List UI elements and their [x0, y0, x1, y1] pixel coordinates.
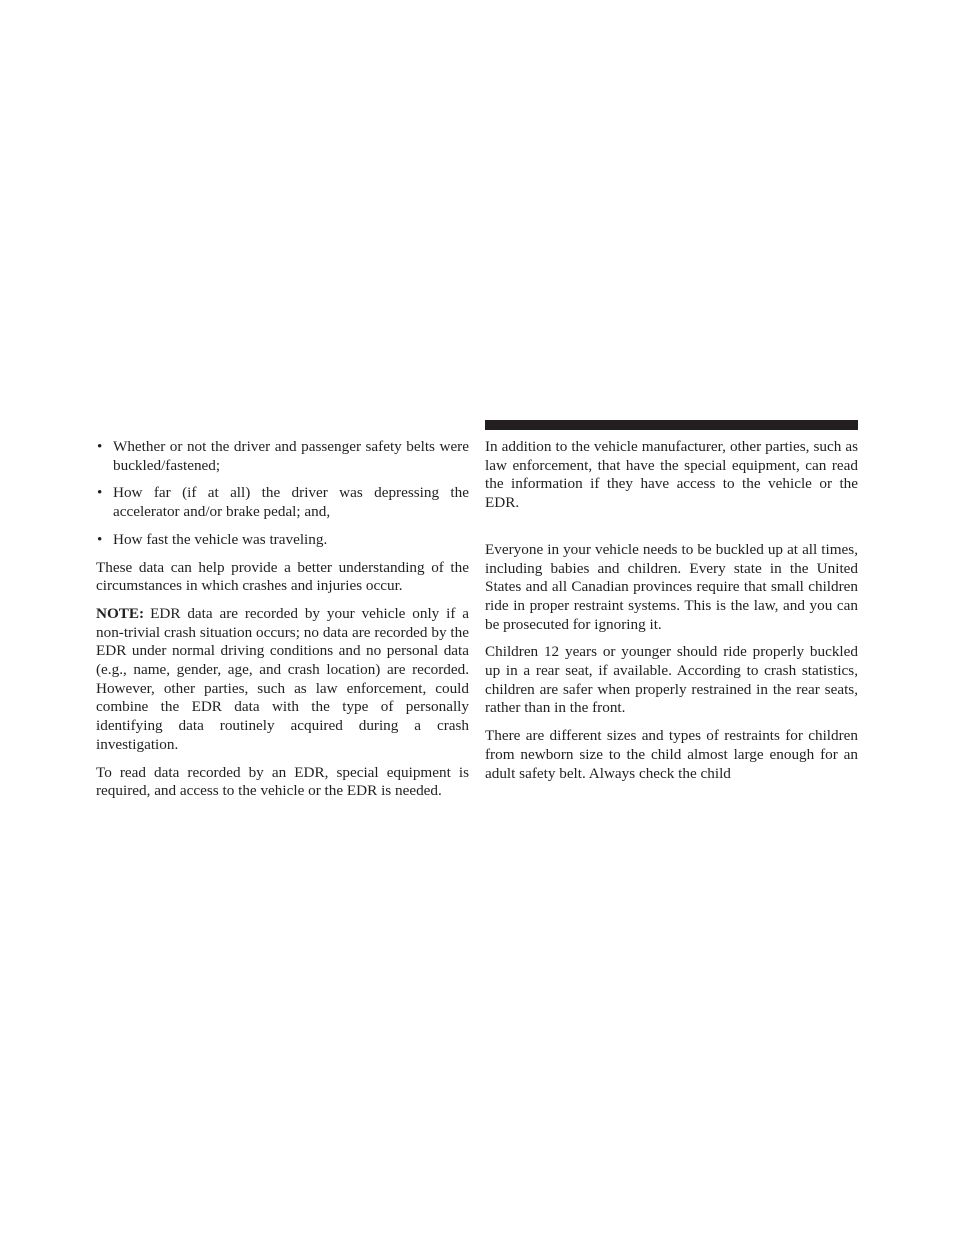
note-label: NOTE: [96, 604, 145, 622]
note-text: EDR data are recorded by your vehicle only if a non-trivial crash situation occurs; no data are recorded by the EDR under normal driving conditions and no personal data (e.g., name, gender, age, and crash location) are recorded. However, other parties, such as law enforcement, could combine the EDR data with the type of personally identifying data routinely acquired during a crash investigation. [96, 604, 469, 753]
bullet-icon: • [97, 438, 103, 455]
edr-data-list [96, 438, 469, 550]
bullet-icon: • [97, 484, 103, 502]
paragraph-children-rear-seat: Children 12 years or younger should ride properly buckled up in a rear seat, if available. According to crash statistics, children are safer when properly restrained in the rear seats, rather than in the front. [485, 643, 858, 717]
paragraph-everyone-buckled: Everyone in your vehicle needs to be buckled up at all times, including babies and children. Every state in the United States and all Canadian provinces require that small children ride in proper restraint systems. This is the law, and you can be prosecuted for ignoring it. [485, 540, 858, 633]
paragraph-restraint-sizes: There are different sizes and types of restraints for children from newborn size to the child almost large enough for an adult safety belt. Always check the child [485, 727, 858, 782]
paragraph-understanding: These data can help provide a better understanding of the circumstances in which crashes and injuries occur. [96, 558, 469, 595]
list-item-text: How far (if at all) the driver was depressing the accelerator and/or brake pedal; and, [113, 484, 469, 521]
list-item-text: How fast the vehicle was traveling. [113, 530, 328, 548]
right-column [485, 438, 858, 783]
list-item-text: Whether or not the driver and passenger safety belts were buckled/fastened; [113, 438, 469, 474]
bullet-icon: • [97, 530, 103, 548]
list-item [96, 484, 469, 521]
list-item [96, 531, 469, 550]
list-item [96, 438, 469, 475]
note-paragraph [96, 605, 469, 755]
paragraph-read-data: To read data recorded by an EDR, special equipment is required, and access to the vehicle or the EDR is needed. [96, 763, 469, 800]
paragraph-other-parties: In addition to the vehicle manufacturer, other parties, such as law enforcement, that have the special equipment, can read the information if they have access to the vehicle or the EDR. [485, 438, 858, 512]
section-header-bar [485, 420, 858, 430]
left-column [96, 438, 469, 801]
